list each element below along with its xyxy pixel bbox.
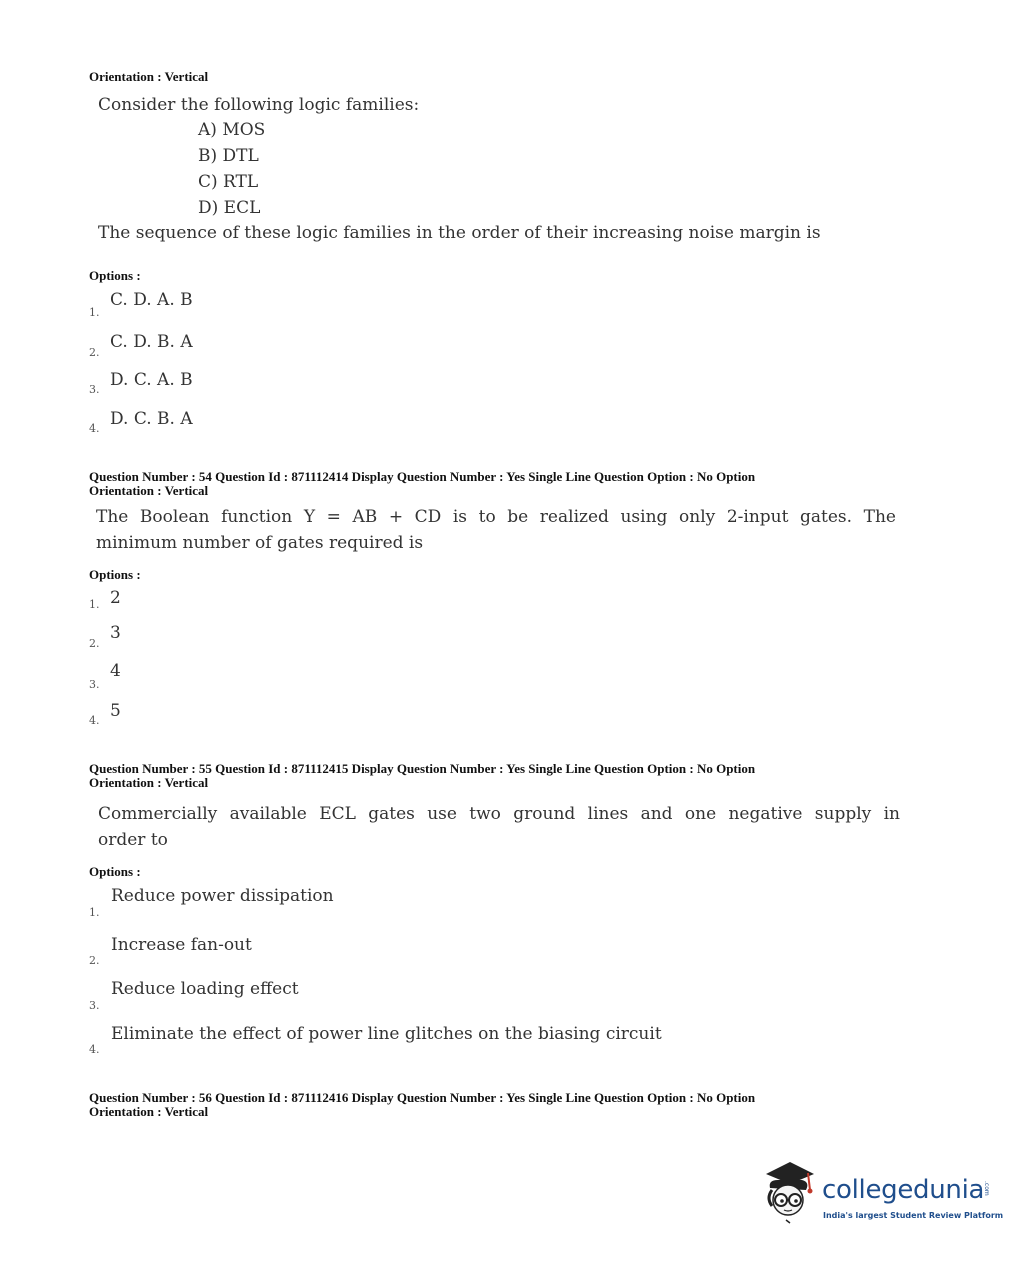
option-number: 3.	[89, 999, 100, 1012]
option-text[interactable]: 4	[110, 661, 121, 681]
option-text[interactable]: 5	[110, 701, 121, 721]
option-number: 2.	[89, 346, 100, 359]
logo-mascot-icon	[760, 1160, 820, 1226]
option-text[interactable]: C. D. B. A	[110, 332, 193, 352]
list-item: C) RTL	[198, 172, 259, 192]
option-text[interactable]: Reduce power dissipation	[111, 886, 334, 906]
option-text[interactable]: D. C. A. B	[110, 370, 193, 390]
option-text[interactable]: Eliminate the effect of power line glitches on the biasing circuit	[111, 1024, 662, 1044]
option-number: 3.	[89, 383, 100, 396]
option-number: 3.	[89, 678, 100, 691]
logo-tagline: India's largest Student Review Platform	[823, 1211, 1004, 1220]
option-text[interactable]: 2	[110, 588, 121, 608]
question-text: minimum number of gates required is	[96, 533, 424, 553]
option-text[interactable]: D. C. B. A	[110, 409, 193, 429]
option-number: 2.	[89, 637, 100, 650]
option-number: 1.	[89, 306, 100, 319]
option-text[interactable]: 3	[110, 623, 121, 643]
option-number: 2.	[89, 954, 100, 967]
question-meta: Question Number : 56 Question Id : 871112416 Display Question Number : Yes Single Line Question Option : No Option	[89, 1090, 756, 1105]
question-text: Commercially available ECL gates use two ground lines and one negative supply in	[98, 804, 900, 824]
list-item: D) ECL	[198, 198, 261, 218]
option-text[interactable]: Reduce loading effect	[111, 979, 299, 999]
options-label: Options :	[89, 567, 141, 582]
option-text[interactable]: Increase fan-out	[111, 935, 252, 955]
option-number: 4.	[89, 422, 100, 435]
option-number: 1.	[89, 906, 100, 919]
list-item: A) MOS	[198, 120, 266, 140]
question-meta: Question Number : 54 Question Id : 871112414 Display Question Number : Yes Single Line Question Option : No Option	[89, 469, 756, 484]
logo-wordmark: collegedunia	[822, 1175, 985, 1205]
option-text[interactable]: C. D. A. B	[110, 290, 193, 310]
question-text: order to	[98, 830, 168, 850]
options-label: Options :	[89, 268, 141, 283]
option-number: 4.	[89, 1043, 100, 1056]
question-meta: Orientation : Vertical	[89, 483, 209, 498]
question-intro: Consider the following logic families:	[98, 95, 420, 115]
orientation-label: Orientation : Vertical	[89, 69, 209, 84]
question-text: The Boolean function Y = AB + CD is to be realized using only 2-input gates. The	[96, 507, 896, 527]
options-label: Options :	[89, 864, 141, 879]
option-number: 1.	[89, 598, 100, 611]
question-meta: Question Number : 55 Question Id : 871112415 Display Question Number : Yes Single Line Question Option : No Option	[89, 761, 756, 776]
question-meta: Orientation : Vertical	[89, 775, 209, 790]
logo-com: .com	[983, 1181, 990, 1196]
question-meta: Orientation : Vertical	[89, 1104, 209, 1119]
option-number: 4.	[89, 714, 100, 727]
list-item: B) DTL	[198, 146, 259, 166]
question-text: The sequence of these logic families in the order of their increasing noise margin is	[98, 223, 821, 243]
